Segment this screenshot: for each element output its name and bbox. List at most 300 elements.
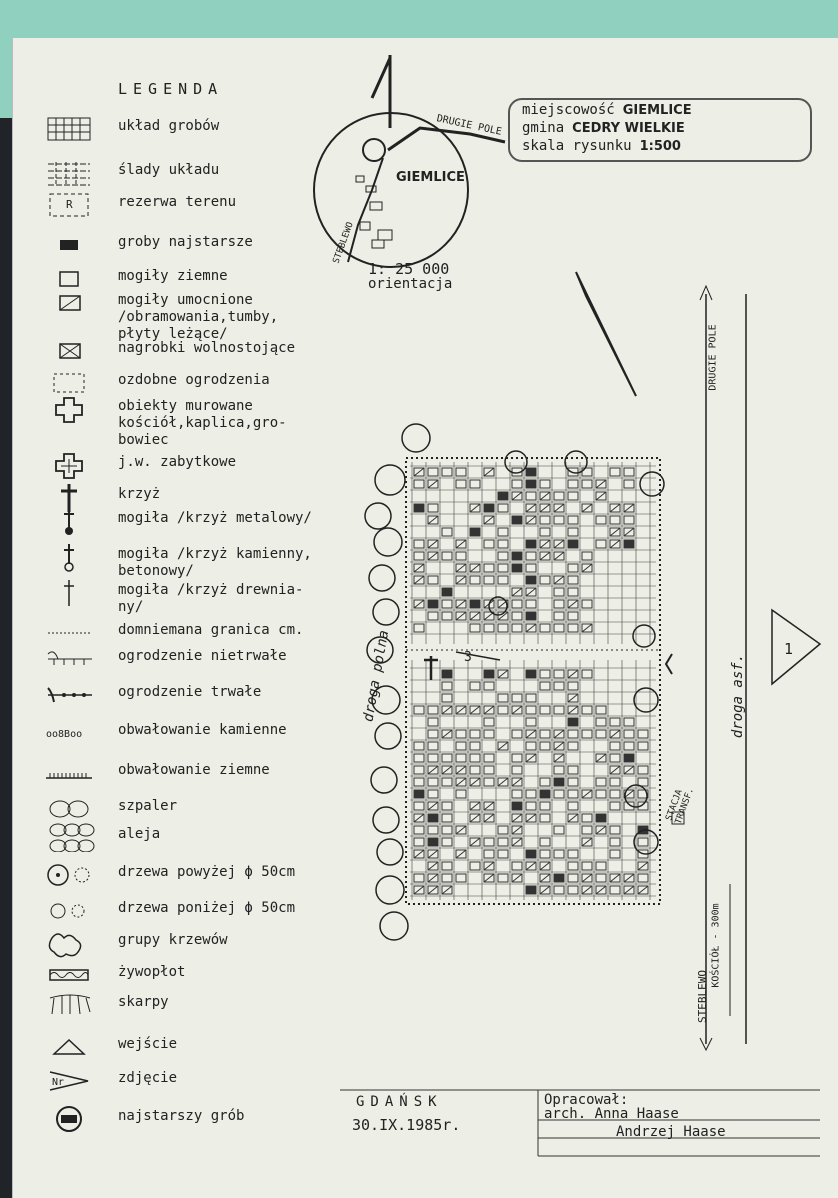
- grave-mark: [554, 540, 564, 548]
- grave: [638, 766, 648, 774]
- grave-mark: [610, 874, 620, 882]
- grave: [512, 552, 522, 560]
- grave-mark: [428, 802, 438, 810]
- grave: [596, 778, 606, 786]
- grave: [498, 552, 508, 560]
- grave: [540, 706, 550, 714]
- grave-mark: [428, 480, 438, 488]
- grave: [596, 718, 606, 726]
- grave: [498, 706, 508, 714]
- grave-mark: [484, 468, 494, 476]
- grave: [582, 670, 592, 678]
- grave: [428, 718, 438, 726]
- grave-mark: [540, 492, 550, 500]
- grave: [624, 730, 634, 738]
- grave-mark: [512, 492, 522, 500]
- grave-mark: [526, 516, 536, 524]
- grave: [638, 838, 648, 846]
- grave: [470, 576, 480, 584]
- grave: [414, 826, 424, 834]
- grave: [498, 826, 508, 834]
- grave: [414, 838, 424, 846]
- grave-mark: [498, 778, 508, 786]
- grave-mark: [582, 886, 592, 894]
- grave: [526, 576, 536, 584]
- grave: [428, 826, 438, 834]
- grave: [526, 564, 536, 572]
- grave-mark: [428, 850, 438, 858]
- grave-mark: [470, 802, 480, 810]
- grave-mark: [526, 814, 536, 822]
- grave-mark: [610, 766, 620, 774]
- tree: [371, 767, 397, 793]
- grave-mark: [596, 886, 606, 894]
- grave-mark: [554, 754, 564, 762]
- road-right-top-label: DRUGIE POLE: [707, 324, 719, 391]
- grave: [554, 886, 564, 894]
- grave: [512, 694, 522, 702]
- grave: [428, 754, 438, 762]
- legend-label: mogiły umocnione /obramowania,tumby, płyty leżące/: [118, 292, 279, 342]
- grave: [498, 624, 508, 632]
- grave: [428, 706, 438, 714]
- grave: [540, 730, 550, 738]
- grave: [540, 814, 550, 822]
- grave: [442, 670, 452, 678]
- commune-value: CEDRY WIELKIE: [572, 121, 685, 136]
- photo-1-number: 1: [784, 640, 794, 658]
- grave: [582, 600, 592, 608]
- grave: [512, 516, 522, 524]
- grave-mark: [596, 480, 606, 488]
- grave-mark: [456, 600, 466, 608]
- tree: [375, 465, 405, 495]
- grave: [428, 742, 438, 750]
- grave-mark: [456, 766, 466, 774]
- grave: [596, 862, 606, 870]
- grave-mark: [414, 564, 424, 572]
- grave-mark: [540, 862, 550, 870]
- grave: [554, 588, 564, 596]
- scale-value: 1:500: [639, 139, 681, 154]
- grave: [512, 766, 522, 774]
- grave: [442, 802, 452, 810]
- grave-mark: [428, 540, 438, 548]
- grave: [568, 742, 578, 750]
- commune-label: gmina: [522, 120, 565, 136]
- grave: [596, 540, 606, 548]
- grave: [526, 612, 536, 620]
- grave: [568, 540, 578, 548]
- grave: [470, 862, 480, 870]
- grave-mark: [624, 528, 634, 536]
- grave: [526, 742, 536, 750]
- grave-mark: [540, 540, 550, 548]
- grave: [610, 838, 620, 846]
- grave-mark: [414, 886, 424, 894]
- grave: [442, 612, 452, 620]
- grave-mark: [470, 612, 480, 620]
- grave: [540, 576, 550, 584]
- grave-mark: [568, 814, 578, 822]
- grave: [470, 730, 480, 738]
- grave: [540, 480, 550, 488]
- grave-mark: [484, 706, 494, 714]
- grave: [428, 600, 438, 608]
- grave-mark: [610, 528, 620, 536]
- grave: [568, 874, 578, 882]
- grave-mark: [540, 504, 550, 512]
- place-value: GIEMLICE: [622, 103, 692, 118]
- grave-mark: [512, 874, 522, 882]
- grave: [498, 528, 508, 536]
- grave-mark: [610, 730, 620, 738]
- grave: [526, 552, 536, 560]
- grave-mark: [526, 588, 536, 596]
- grave: [526, 802, 536, 810]
- grave: [512, 612, 522, 620]
- grave: [484, 504, 494, 512]
- grave: [470, 480, 480, 488]
- svg-text:oo8Boo: oo8Boo: [46, 729, 83, 740]
- grave: [512, 600, 522, 608]
- grave: [526, 886, 536, 894]
- grave: [526, 850, 536, 858]
- grave: [498, 838, 508, 846]
- grave-mark: [498, 670, 508, 678]
- legend-label: układ grobów: [118, 118, 220, 134]
- grave: [526, 706, 536, 714]
- grave-mark: [512, 588, 522, 596]
- grave: [624, 516, 634, 524]
- grave: [456, 480, 466, 488]
- grave: [470, 528, 480, 536]
- grave: [498, 504, 508, 512]
- grave: [498, 576, 508, 584]
- legend-label: grupy krzewów: [118, 932, 228, 948]
- grave: [582, 862, 592, 870]
- grave: [568, 492, 578, 500]
- grave-mark: [414, 600, 424, 608]
- grave: [428, 612, 438, 620]
- grave: [484, 564, 494, 572]
- grave-mark: [456, 778, 466, 786]
- grave-mark: [470, 814, 480, 822]
- entrance-marker: [666, 654, 672, 674]
- grave-mark: [610, 540, 620, 548]
- legend-label: drzewa powyżej ϕ 50cm: [118, 864, 296, 880]
- tree: [376, 876, 404, 904]
- grave-mark: [540, 886, 550, 894]
- grave-mark: [512, 826, 522, 834]
- legend-label: nagrobki wolnostojące: [118, 340, 296, 356]
- legend-label: ozdobne ogrodzenia: [118, 372, 270, 388]
- grave-mark: [624, 886, 634, 894]
- inset-scale: 1: 25 000: [368, 260, 450, 278]
- grave: [442, 588, 452, 596]
- grave: [540, 778, 550, 786]
- tree: [377, 839, 403, 865]
- grave-mark: [596, 492, 606, 500]
- legend-label: szpaler: [118, 798, 178, 814]
- grave: [596, 706, 606, 714]
- legend-label: rezerwa terenu: [118, 194, 237, 210]
- grave: [610, 850, 620, 858]
- grave: [414, 778, 424, 786]
- grave: [540, 838, 550, 846]
- grave: [442, 778, 452, 786]
- grave-mark: [414, 850, 424, 858]
- legend-label: obwałowanie ziemne: [118, 762, 270, 778]
- tree: [365, 503, 391, 529]
- grave: [484, 838, 494, 846]
- grave: [624, 480, 634, 488]
- grave: [414, 540, 424, 548]
- grave-mark: [442, 706, 452, 714]
- grave-mark: [456, 540, 466, 548]
- grave-mark: [498, 742, 508, 750]
- grave-mark: [610, 504, 620, 512]
- scale-label: skala rysunku: [522, 138, 632, 154]
- grave: [442, 552, 452, 560]
- grave-mark: [568, 600, 578, 608]
- grave: [610, 778, 620, 786]
- grave: [540, 802, 550, 810]
- grave-mark: [456, 564, 466, 572]
- grave-mark: [470, 564, 480, 572]
- grave: [554, 612, 564, 620]
- grave-mark: [484, 516, 494, 524]
- grave: [428, 576, 438, 584]
- grave-mark: [596, 826, 606, 834]
- grave: [610, 790, 620, 798]
- grave: [540, 670, 550, 678]
- grave: [554, 850, 564, 858]
- grave: [428, 778, 438, 786]
- grave: [540, 742, 550, 750]
- grave: [414, 874, 424, 882]
- grave: [498, 874, 508, 882]
- grave: [512, 790, 522, 798]
- legend-label: ogrodzenie trwałe: [118, 684, 262, 700]
- grave: [568, 624, 578, 632]
- grave: [442, 814, 452, 822]
- grave: [442, 528, 452, 536]
- grave: [498, 694, 508, 702]
- grave: [554, 492, 564, 500]
- grave: [582, 552, 592, 560]
- grave: [596, 874, 606, 882]
- authors-box: [538, 1090, 818, 1154]
- svg-text:Nr: Nr: [52, 1077, 65, 1088]
- grave-mark: [428, 886, 438, 894]
- prepared-label: Opracował:: [544, 1092, 629, 1108]
- grave: [568, 588, 578, 596]
- grave: [540, 682, 550, 690]
- grave: [470, 754, 480, 762]
- grave-mark: [638, 862, 648, 870]
- grave: [554, 624, 564, 632]
- legend-label: wejście: [118, 1036, 178, 1052]
- grave: [512, 480, 522, 488]
- grave-mark: [428, 862, 438, 870]
- grave-mark: [456, 612, 466, 620]
- grave: [526, 540, 536, 548]
- tree: [634, 688, 658, 712]
- grave: [596, 730, 606, 738]
- grave: [540, 516, 550, 524]
- grave-mark: [554, 742, 564, 750]
- grave: [554, 778, 564, 786]
- grave: [568, 612, 578, 620]
- grave: [414, 742, 424, 750]
- grave: [610, 468, 620, 476]
- grave: [540, 528, 550, 536]
- grave: [484, 718, 494, 726]
- grave: [456, 552, 466, 560]
- grave: [554, 874, 564, 882]
- road-left-label: droga polna: [360, 628, 393, 724]
- grave: [540, 624, 550, 632]
- grave-mark: [582, 624, 592, 632]
- grave: [568, 516, 578, 524]
- grave: [484, 670, 494, 678]
- grave: [638, 730, 648, 738]
- legend-label: ogrodzenie nietrwałe: [118, 648, 287, 664]
- grave: [428, 814, 438, 822]
- grave-mark: [582, 838, 592, 846]
- author-1: arch. Anna Haase: [544, 1106, 679, 1122]
- grave-mark: [428, 552, 438, 560]
- legend-label: krzyż: [118, 486, 161, 502]
- grave: [484, 766, 494, 774]
- grave: [624, 742, 634, 750]
- grave: [414, 802, 424, 810]
- grave-mark: [582, 504, 592, 512]
- grave-mark: [442, 886, 452, 894]
- grave: [484, 682, 494, 690]
- grave: [456, 742, 466, 750]
- road-right-label: droga asf.: [730, 653, 747, 739]
- grave: [638, 874, 648, 882]
- grave-mark: [512, 814, 522, 822]
- legend-label: obwałowanie kamienne: [118, 722, 287, 738]
- grave: [624, 468, 634, 476]
- grave: [596, 814, 606, 822]
- grave-mark: [582, 564, 592, 572]
- grave-mark: [414, 468, 424, 476]
- grave: [526, 480, 536, 488]
- grave: [428, 790, 438, 798]
- grave-mark: [526, 754, 536, 762]
- grave-mark: [470, 778, 480, 786]
- grave: [414, 790, 424, 798]
- grave: [526, 790, 536, 798]
- grave-mark: [442, 766, 452, 774]
- footer-date: 30.IX.1985r.: [352, 1116, 461, 1134]
- grave-mark: [554, 504, 564, 512]
- grave: [414, 754, 424, 762]
- grave: [470, 682, 480, 690]
- photo-marker-1: [772, 610, 820, 684]
- grave: [442, 600, 452, 608]
- grave: [470, 766, 480, 774]
- grave: [414, 706, 424, 714]
- grave: [498, 540, 508, 548]
- legend-title: LEGENDA: [118, 80, 224, 98]
- legend-label: mogiła /krzyż kamienny, betonowy/: [118, 546, 312, 579]
- inset-road-south: STEBLEWO: [331, 220, 356, 266]
- grave: [568, 682, 578, 690]
- grave-mark: [484, 814, 494, 822]
- grave: [540, 790, 550, 798]
- grave: [526, 600, 536, 608]
- grave: [568, 778, 578, 786]
- grave: [498, 850, 508, 858]
- grave-mark: [414, 576, 424, 584]
- grave: [596, 516, 606, 524]
- grave: [484, 576, 494, 584]
- grave: [610, 886, 620, 894]
- grave: [568, 886, 578, 894]
- grave: [442, 874, 452, 882]
- grave: [414, 552, 424, 560]
- legend-label: mogiła /krzyż drewnia- ny/: [118, 582, 304, 615]
- grave: [582, 706, 592, 714]
- grave: [568, 802, 578, 810]
- grave: [610, 516, 620, 524]
- tree-row: [365, 424, 664, 940]
- grave-mark: [470, 706, 480, 714]
- grave: [484, 730, 494, 738]
- author-2: Andrzej Haase: [616, 1124, 726, 1140]
- grave: [498, 492, 508, 500]
- grave: [568, 850, 578, 858]
- grave: [568, 862, 578, 870]
- grave: [512, 730, 522, 738]
- grave: [554, 670, 564, 678]
- grave: [470, 624, 480, 632]
- grave: [624, 754, 634, 762]
- grave: [554, 790, 564, 798]
- grave: [582, 814, 592, 822]
- grave: [428, 468, 438, 476]
- grave-mark: [624, 504, 634, 512]
- grave-mark: [624, 766, 634, 774]
- grave-mark: [512, 838, 522, 846]
- grave: [512, 754, 522, 762]
- legend-label: drzewa poniżej ϕ 50cm: [118, 900, 296, 916]
- grave-mark: [470, 504, 480, 512]
- legend-label: domniemana granica cm.: [118, 622, 304, 638]
- grave: [568, 730, 578, 738]
- grave: [568, 718, 578, 726]
- grave: [512, 802, 522, 810]
- legend-label: obiekty murowane kościół,kaplica,gro- bowiec: [118, 398, 287, 448]
- grave-mark: [484, 874, 494, 882]
- station-label: STACJA TRANSF.: [664, 786, 697, 826]
- grave: [414, 624, 424, 632]
- grave: [624, 718, 634, 726]
- grave: [470, 600, 480, 608]
- grave: [568, 766, 578, 774]
- grave: [442, 682, 452, 690]
- north-arrow: [576, 272, 636, 396]
- tree: [369, 565, 395, 591]
- grave-mark: [568, 694, 578, 702]
- grave: [484, 778, 494, 786]
- grave: [484, 624, 494, 632]
